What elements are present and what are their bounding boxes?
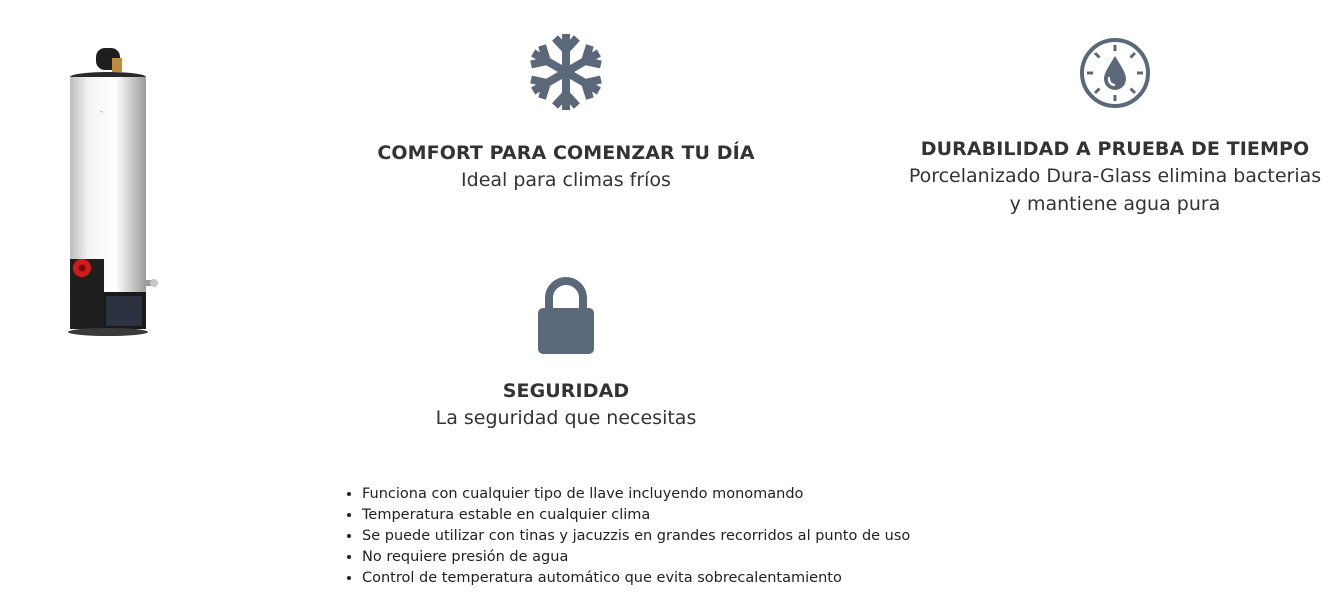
- feature-description: [900, 162, 1330, 218]
- feature-description-line1: Porcelanizado Dura-Glass elimina bacterias: [908, 165, 1322, 187]
- padlock-icon: [536, 274, 596, 356]
- list-item: • Se puede utilizar con tinas y jacuzzis en grandes recorridos al punto de uso: [362, 526, 910, 547]
- feature-durability: [900, 36, 1330, 218]
- feature-title: SEGURIDAD: [502, 380, 630, 402]
- list-item: • Funciona con cualquier tipo de llave incluyendo monomando: [362, 484, 910, 505]
- feature-title: COMFORT PARA COMENZAR TU DÍA: [377, 142, 755, 164]
- water-drop-gauge-icon: [1078, 36, 1152, 110]
- svg-text:~: ~: [100, 110, 104, 116]
- feature-description: Ideal para climas fríos: [461, 169, 671, 191]
- water-heater-image: [62, 44, 162, 340]
- snowflake-icon: [526, 30, 606, 114]
- list-item: • No requiere presión de agua: [362, 547, 910, 568]
- feature-title: DURABILIDAD A PRUEBA DE TIEMPO: [920, 138, 1310, 160]
- list-item: • Control de temperatura automático que evita sobrecalentamiento: [362, 568, 910, 589]
- feature-description-line2: y mantiene agua pura: [1009, 193, 1221, 215]
- list-item: • Temperatura estable en cualquier clima: [362, 505, 910, 526]
- feature-comfort: [346, 30, 786, 194]
- feature-description: La seguridad que necesitas: [435, 407, 697, 429]
- feature-security: [346, 274, 786, 432]
- feature-bullet-list: [342, 484, 910, 589]
